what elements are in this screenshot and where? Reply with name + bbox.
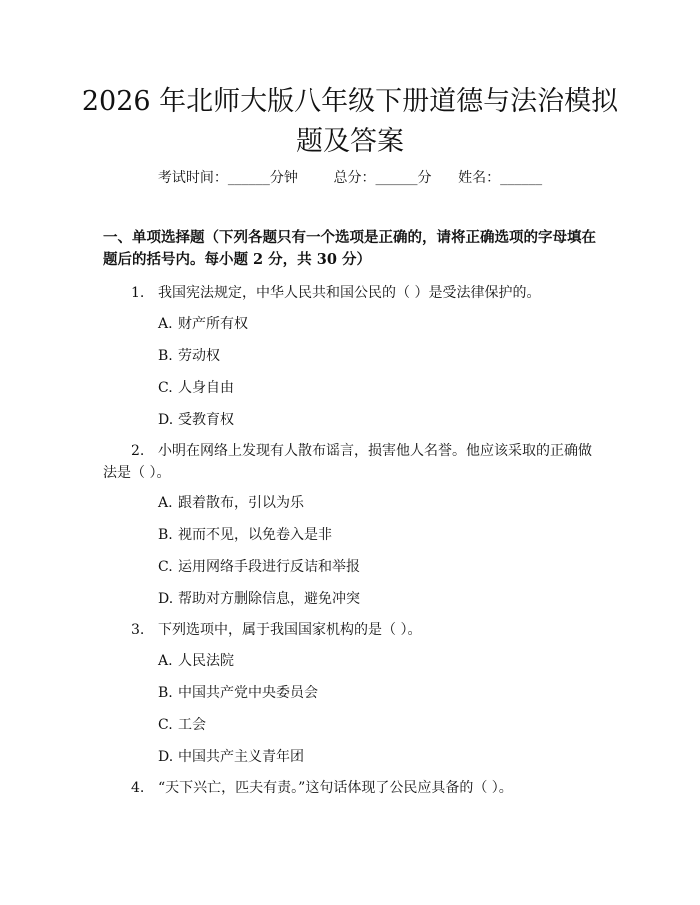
option-letter: D. (158, 591, 174, 607)
option-letter: D. (158, 749, 174, 765)
question-text: 小明在网络上发现有人散布谣言，损害他人名誉。他应该采取的正确做法是（ ）。 (103, 443, 592, 481)
time-unit: 分钟 (269, 170, 298, 186)
time-blank: ______ (227, 170, 270, 186)
question-text: “天下兴亡，匹夫有责。”这句话体现了公民应具备的（ ）。 (158, 780, 513, 796)
question-3 (103, 619, 600, 641)
option-letter: A. (158, 316, 173, 332)
question-number: 2. (131, 443, 145, 459)
option-text: 人民法院 (178, 653, 234, 669)
option-text: 工会 (178, 717, 206, 733)
option-2a (158, 493, 598, 513)
option-letter: C. (158, 559, 173, 575)
name-label: 姓名： (458, 170, 501, 186)
option-letter: B. (158, 348, 173, 364)
question-1 (103, 282, 600, 304)
question-text: 下列选项中，属于我国国家机构的是（ ）。 (158, 622, 422, 638)
option-text: 中国共产党中央委员会 (178, 685, 318, 701)
option-1d (158, 410, 598, 430)
option-3c (158, 715, 598, 735)
question-number: 4. (131, 780, 145, 796)
option-3a (158, 651, 598, 671)
option-3b (158, 683, 598, 703)
question-text: 我国宪法规定，中华人民共和国公民的（ ）是受法律保护的。 (158, 285, 541, 301)
option-text: 财产所有权 (178, 316, 248, 332)
option-1c (158, 378, 598, 398)
option-letter: B. (158, 685, 173, 701)
option-2b (158, 525, 598, 545)
option-1a (158, 314, 598, 334)
option-letter: D. (158, 412, 174, 428)
name-blank: ______ (500, 170, 543, 186)
question-4 (103, 777, 600, 799)
time-label: 考试时间： (157, 170, 228, 186)
option-text: 人身自由 (178, 380, 234, 396)
question-number: 3. (131, 622, 145, 638)
option-text: 运用网络手段进行反诘和举报 (178, 559, 360, 575)
option-text: 跟着散布，引以为乐 (178, 495, 304, 511)
option-letter: C. (158, 717, 173, 733)
exam-meta (0, 168, 700, 188)
option-text: 受教育权 (178, 412, 234, 428)
question-number: 1. (131, 285, 145, 301)
option-text: 视而不见，以免卷入是非 (178, 527, 332, 543)
score-label: 总分： (333, 170, 376, 186)
option-letter: A. (158, 495, 173, 511)
option-letter: B. (158, 527, 173, 543)
option-2d (158, 589, 598, 609)
option-2c (158, 557, 598, 577)
option-3d (158, 747, 598, 767)
section-heading: 一、单项选择题（下列各题只有一个选项是正确的，请将正确选项的字母填在题后的括号内。每小题 2 分，共 30 分） (103, 229, 596, 268)
option-text: 劳动权 (178, 348, 220, 364)
option-letter: A. (158, 653, 173, 669)
score-blank: ______ (375, 170, 418, 186)
page-title: 2026 年北师大版八年级下册道德与法治模拟题及答案 (81, 86, 619, 157)
option-letter: C. (158, 380, 173, 396)
option-text: 中国共产主义青年团 (178, 749, 304, 765)
option-text: 帮助对方删除信息，避免冲突 (178, 591, 360, 607)
score-unit: 分 (417, 170, 432, 186)
question-2 (103, 440, 600, 484)
option-1b (158, 346, 598, 366)
